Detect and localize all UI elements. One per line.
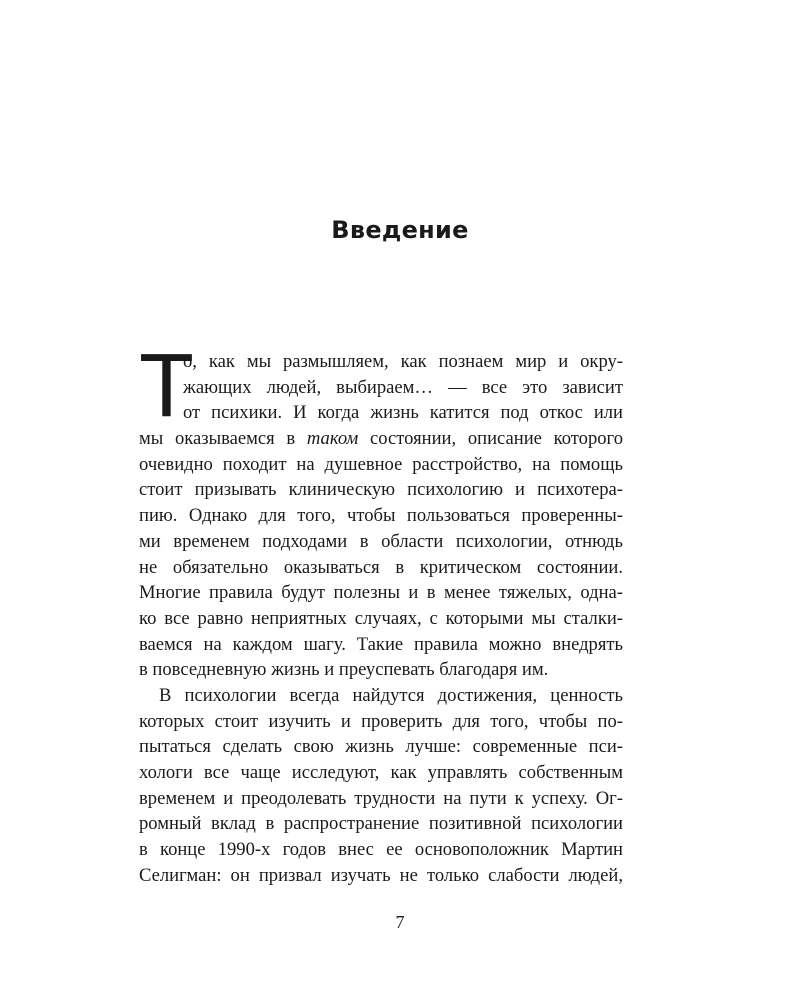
body-text <box>139 336 623 888</box>
paragraph-1 <box>139 336 623 683</box>
text-line: В психологии всегда найдутся достижения, ценность <box>159 684 623 706</box>
text-line: ко все равно неприятных случаях, с которыми мы сталки- <box>139 607 623 629</box>
text-line: пытаться сделать свою жизнь лучше: современные пси- <box>139 736 623 758</box>
emphasized-word: таком <box>306 428 359 450</box>
text-line: которых стоит изучить и проверить для того, чтобы по- <box>139 710 623 732</box>
text-line: не обязательно оказываться в критическом состоянии. <box>139 556 623 578</box>
text-line: от психики. И когда жизнь катится под откос или <box>183 402 623 424</box>
text-line: очевидно походит на душевное расстройство, на помощь <box>139 453 623 475</box>
text-line: пию. Однако для того, чтобы пользоваться проверенны- <box>139 505 623 527</box>
text-line: стоит призывать клиническую психологию и психотера- <box>139 479 623 501</box>
paragraph-2 <box>139 683 623 889</box>
text-line: ваемся на каждом шагу. Такие правила можно внедрять <box>139 633 623 655</box>
text-line: жающих людей, выбираем… — все это зависит <box>183 376 623 398</box>
text-line: ромный вклад в распространение позитивной психологии <box>139 813 623 835</box>
text-line: хологи все чаще исследуют, как управлять собственным <box>139 762 623 783</box>
text-line: в повседневную жизнь и преуспевать благодаря им. <box>139 659 549 681</box>
text-line: Многие правила будут полезны и в менее тяжелых, одна- <box>139 582 623 604</box>
text-line: в конце 1990-х годов внес ее основоположник Мартин <box>139 839 623 861</box>
text-line: временем и преодолевать трудности на пути к успеху. Ог- <box>139 787 623 809</box>
text-fragment: мы оказываемся в <box>139 428 307 450</box>
text-fragment: состоянии, описание которого <box>358 428 623 450</box>
text-line: Селигман: он призвал изучать не только слабости людей, <box>139 864 623 886</box>
text-line: ми временем подходами в области психологии, отнюдь <box>139 530 623 552</box>
page-number: 7 <box>395 912 405 932</box>
text-line <box>139 426 623 452</box>
page-title: Введение <box>331 216 469 244</box>
drop-cap: Т <box>139 336 194 436</box>
text-line: о, как мы размышляем, как познаем мир и окру- <box>183 351 623 372</box>
